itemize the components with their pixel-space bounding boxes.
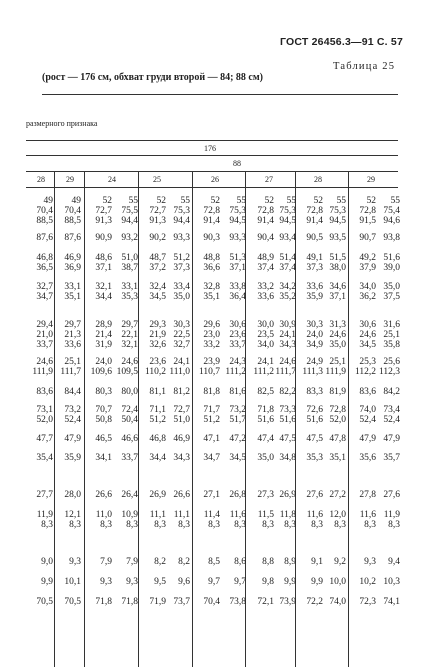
table-cell: 48,6 37,1 <box>95 253 112 273</box>
table-cell: 52 72,7 91,3 <box>149 196 166 226</box>
table-cell: 73,2 52,4 <box>64 405 81 425</box>
table-cell: 52 72,8 91,4 <box>257 196 274 226</box>
table-cell: 51,0 38,7 <box>121 253 138 273</box>
table-cell: 26,6 <box>173 490 190 500</box>
table-cell: 25,1 111,9 <box>325 357 346 377</box>
table-cell: 9,8 <box>262 577 274 587</box>
table-row <box>0 357 422 387</box>
table-cell: 33,4 35,0 <box>173 282 190 302</box>
col-header: 29 <box>66 175 74 184</box>
table-cell: 32,4 34,5 <box>149 282 166 302</box>
table-cell: 48,9 37,4 <box>257 253 274 273</box>
table-cell: 74,1 <box>383 597 400 607</box>
table-cell: 12,1 8,3 <box>64 510 81 530</box>
table-cell: 81,6 <box>229 387 246 397</box>
table-cell: 24,3 111,2 <box>225 357 246 377</box>
table-cell: 72,2 <box>306 597 323 607</box>
table-cell: 27,6 <box>383 490 400 500</box>
table-cell: 35,6 <box>359 453 376 463</box>
table-cell: 30,0 23,5 34,0 <box>257 320 274 350</box>
table-cell: 33,1 35,3 <box>121 282 138 302</box>
table-cell: 33,2 33,6 <box>257 282 274 302</box>
col-header: 25 <box>153 175 161 184</box>
table-cell: 90,5 <box>306 233 323 243</box>
table-cell: 73,4 52,4 <box>383 405 400 425</box>
table-cell: 34,2 35,2 <box>279 282 296 302</box>
table-cell: 11,1 8,3 <box>149 510 166 530</box>
table-cell: 46,8 36,5 <box>36 253 53 273</box>
table-cell: 24,9 111,3 <box>302 357 323 377</box>
table-cell: 9,9 <box>41 577 53 587</box>
table-cell: 34,0 36,2 <box>359 282 376 302</box>
table-cell: 82,2 <box>279 387 296 397</box>
table-cell: 28,0 <box>64 490 81 500</box>
table-cell: 34,7 <box>203 453 220 463</box>
table-cell: 87,6 <box>64 233 81 243</box>
table-row <box>0 196 422 226</box>
table-cell: 9,5 <box>154 577 166 587</box>
table-cell: 26,8 <box>229 490 246 500</box>
table-cell: 49 70,4 88,5 <box>36 196 53 226</box>
table-cell: 11,4 8,3 <box>203 510 220 530</box>
table-cell: 46,9 <box>173 434 190 444</box>
table-cell: 9,1 <box>311 557 323 567</box>
table-cell: 47,1 <box>203 434 220 444</box>
table-cell: 8,9 <box>284 557 296 567</box>
table-cell: 55 75,3 94,5 <box>229 196 246 226</box>
table-cell: 72,7 51,0 <box>173 405 190 425</box>
table-row <box>0 510 422 540</box>
table-cell: 25,6 112,3 <box>378 357 400 377</box>
table-cell: 47,9 <box>383 434 400 444</box>
table-cell: 71,8 <box>121 597 138 607</box>
table-cell: 71,8 <box>95 597 112 607</box>
standard-code: ГОСТ 26456.3—91 С. 57 <box>280 36 403 48</box>
table-cell: 29,7 21,3 33,6 <box>64 320 81 350</box>
table-cell: 84,4 <box>64 387 81 397</box>
table-cell: 9,7 <box>208 577 220 587</box>
table-cell: 10,1 <box>64 577 81 587</box>
table-cell: 47,5 <box>279 434 296 444</box>
table-cell: 32,8 35,1 <box>203 282 220 302</box>
col-header: 28 <box>314 175 322 184</box>
table-cell: 9,3 <box>100 577 112 587</box>
chest-label: 88 <box>233 159 241 168</box>
table-cell: 26,6 <box>95 490 112 500</box>
table-cell: 30,3 24,0 34,9 <box>306 320 323 350</box>
table-cell: 90,2 <box>149 233 166 243</box>
table-cell: 7,9 <box>126 557 138 567</box>
table-cell: 30,6 24,6 34,5 <box>359 320 376 350</box>
table-cell: 29,4 21,0 33,7 <box>36 320 53 350</box>
table-cell: 93,3 <box>229 233 246 243</box>
table-cell: 9,3 <box>364 557 376 567</box>
table-cell: 46,8 <box>149 434 166 444</box>
table-cell: 90,9 <box>95 233 112 243</box>
table-cell: 46,6 <box>121 434 138 444</box>
table-cell: 11,8 8,3 <box>279 510 296 530</box>
table-cell: 46,9 36,9 <box>64 253 81 273</box>
table-cell: 8,6 <box>234 557 246 567</box>
table-cell: 27,1 <box>203 490 220 500</box>
table-cell: 8,2 <box>178 557 190 567</box>
table-cell: 52 72,7 91,3 <box>95 196 112 226</box>
table-cell: 29,6 23,0 33,2 <box>203 320 220 350</box>
table-cell: 48,7 37,2 <box>149 253 166 273</box>
table-cell: 47,7 <box>36 434 53 444</box>
table-cell: 93,3 <box>173 233 190 243</box>
table-cell: 29,7 22,1 32,1 <box>121 320 138 350</box>
table-cell: 24,1 111,0 <box>169 357 190 377</box>
table-cell: 80,0 <box>121 387 138 397</box>
table-cell: 9,0 <box>41 557 53 567</box>
table-cell: 30,6 23,6 33,7 <box>229 320 246 350</box>
table-cell: 23,9 110,7 <box>198 357 220 377</box>
table-cell: 27,3 <box>257 490 274 500</box>
table-cell: 10,2 <box>359 577 376 587</box>
table-cell: 93,8 <box>383 233 400 243</box>
table-cell: 8,5 <box>208 557 220 567</box>
table-row <box>0 597 422 627</box>
table-cell: 27,8 <box>359 490 376 500</box>
table-cell: 73,8 <box>229 597 246 607</box>
table-cell: 11,6 8,3 <box>306 510 323 530</box>
height-label: 176 <box>204 144 216 153</box>
table-cell: 47,5 <box>306 434 323 444</box>
table-cell: 34,1 <box>95 453 112 463</box>
table-cell: 24,6 109,5 <box>116 357 138 377</box>
table-cell: 32,7 34,7 <box>36 282 53 302</box>
table-cell: 35,9 <box>64 453 81 463</box>
table-cell: 9,2 <box>334 557 346 567</box>
table-cell: 11,0 8,3 <box>95 510 112 530</box>
table-cell: 90,4 <box>257 233 274 243</box>
table-cell: 31,6 25,1 35,8 <box>383 320 400 350</box>
table-cell: 27,6 <box>306 490 323 500</box>
table-row <box>0 405 422 435</box>
table-cell: 34,5 <box>229 453 246 463</box>
table-cell: 35,1 <box>329 453 346 463</box>
col-header: 24 <box>108 175 116 184</box>
table-caption: (рост — 176 см, обхват груди второй — 84; 88 см) <box>42 72 263 83</box>
table-cell: 55 75,4 94,6 <box>383 196 400 226</box>
table-cell: 47,4 <box>257 434 274 444</box>
table-cell: 33,8 36,4 <box>229 282 246 302</box>
table-cell: 71,8 51,6 <box>257 405 274 425</box>
table-cell: 9,3 <box>69 557 81 567</box>
table-cell: 11,1 8,3 <box>173 510 190 530</box>
table-cell: 49,2 37,9 <box>359 253 376 273</box>
table-cell: 8,2 <box>154 557 166 567</box>
table-cell: 81,2 <box>173 387 190 397</box>
table-cell: 52 72,8 91,4 <box>306 196 323 226</box>
table-cell: 49,1 37,3 <box>306 253 323 273</box>
table-cell: 72,6 51,6 <box>306 405 323 425</box>
table-cell: 51,2 37,3 <box>173 253 190 273</box>
table-cell: 11,6 8,3 <box>359 510 376 530</box>
table-cell: 34,4 <box>149 453 166 463</box>
table-cell: 8,8 <box>262 557 274 567</box>
table-cell: 93,4 <box>279 233 296 243</box>
table-cell: 48,8 36,6 <box>203 253 220 273</box>
table-row <box>0 320 422 350</box>
table-cell: 72,4 50,4 <box>121 405 138 425</box>
table-cell: 32,1 34,4 <box>95 282 112 302</box>
table-cell: 34,6 37,1 <box>329 282 346 302</box>
table-cell: 83,3 <box>306 387 323 397</box>
table-cell: 33,6 35,9 <box>306 282 323 302</box>
table-cell: 28,9 21,4 31,9 <box>95 320 112 350</box>
table-cell: 81,8 <box>203 387 220 397</box>
table-cell: 52 72,8 91,4 <box>203 196 220 226</box>
table-cell: 70,7 50,8 <box>95 405 112 425</box>
table-cell: 55 75,3 94,5 <box>279 196 296 226</box>
table-row <box>0 253 422 283</box>
table-cell: 33,7 <box>121 453 138 463</box>
table-cell: 27,7 <box>36 490 53 500</box>
table-cell: 52 72,8 91,5 <box>359 196 376 226</box>
table-cell: 9,3 <box>126 577 138 587</box>
table-cell: 30,9 24,1 34,3 <box>279 320 296 350</box>
table-cell: 9,6 <box>178 577 190 587</box>
table-cell: 70,4 <box>203 597 220 607</box>
table-cell: 10,0 <box>329 577 346 587</box>
table-cell: 46,5 <box>95 434 112 444</box>
table-cell: 24,6 111,9 <box>32 357 53 377</box>
table-cell: 31,3 24,6 35,0 <box>329 320 346 350</box>
table-cell: 25,1 111,7 <box>60 357 81 377</box>
table-cell: 25,3 112,2 <box>354 357 376 377</box>
table-cell: 9,4 <box>388 557 400 567</box>
table-cell: 34,8 <box>279 453 296 463</box>
table-cell: 73,1 52,0 <box>36 405 53 425</box>
table-cell: 30,3 22,5 32,7 <box>173 320 190 350</box>
table-cell: 55 75,3 94,4 <box>173 196 190 226</box>
table-cell: 51,4 37,4 <box>279 253 296 273</box>
table-cell: 11,5 8,3 <box>257 510 274 530</box>
table-row <box>0 453 422 483</box>
table-cell: 82,5 <box>257 387 274 397</box>
table-cell: 71,7 51,2 <box>203 405 220 425</box>
table-cell: 73,2 51,7 <box>229 405 246 425</box>
table-cell: 12,0 8,3 <box>329 510 346 530</box>
col-header: 28 <box>37 175 45 184</box>
table-cell: 55 75,3 94,5 <box>329 196 346 226</box>
table-cell: 26,4 <box>121 490 138 500</box>
table-row <box>0 282 422 312</box>
table-cell: 74,0 52,4 <box>359 405 376 425</box>
table-cell: 73,3 51,6 <box>279 405 296 425</box>
table-cell: 11,6 8,3 <box>229 510 246 530</box>
table-cell: 35,4 <box>36 453 53 463</box>
table-cell: 90,3 <box>203 233 220 243</box>
table-cell: 49 70,4 88,5 <box>64 196 81 226</box>
table-cell: 51,3 37,1 <box>229 253 246 273</box>
table-cell: 47,9 <box>64 434 81 444</box>
table-number: Таблица 25 <box>333 61 396 72</box>
table-cell: 74,0 <box>329 597 346 607</box>
table-cell: 83,6 <box>36 387 53 397</box>
table-cell: 93,5 <box>329 233 346 243</box>
table-cell: 9,7 <box>234 577 246 587</box>
table-cell: 73,9 <box>279 597 296 607</box>
table-cell: 34,3 <box>173 453 190 463</box>
table-cell: 23,6 110,2 <box>144 357 166 377</box>
col-header: 29 <box>367 175 375 184</box>
table-cell: 90,7 <box>359 233 376 243</box>
table-cell: 24,0 109,6 <box>90 357 112 377</box>
col-header: 27 <box>265 175 273 184</box>
table-cell: 10,3 <box>383 577 400 587</box>
table-cell: 26,9 <box>279 490 296 500</box>
table-cell: 72,1 <box>257 597 274 607</box>
table-cell: 35,7 <box>383 453 400 463</box>
table-cell: 71,9 <box>149 597 166 607</box>
table-cell: 51,5 38,0 <box>329 253 346 273</box>
table-cell: 10,9 8,3 <box>121 510 138 530</box>
table-cell: 70,5 <box>64 597 81 607</box>
table-cell: 71,1 51,2 <box>149 405 166 425</box>
table-cell: 80,3 <box>95 387 112 397</box>
table-cell: 7,9 <box>100 557 112 567</box>
table-cell: 35,0 <box>257 453 274 463</box>
table-cell: 11,9 8,3 <box>36 510 53 530</box>
table-cell: 55 75,5 94,4 <box>121 196 138 226</box>
table-cell: 87,6 <box>36 233 53 243</box>
table-cell: 9,9 <box>284 577 296 587</box>
left-column-label: размерного признака <box>26 119 98 128</box>
table-cell: 84,2 <box>383 387 400 397</box>
table-cell: 35,3 <box>306 453 323 463</box>
table-cell: 47,2 <box>229 434 246 444</box>
table-cell: 72,8 52,0 <box>329 405 346 425</box>
table-cell: 26,9 <box>149 490 166 500</box>
table-cell: 24,1 111,2 <box>253 357 274 377</box>
table-cell: 81,9 <box>329 387 346 397</box>
table-cell: 35,0 37,5 <box>383 282 400 302</box>
table-cell: 70,5 <box>36 597 53 607</box>
table-cell: 93,2 <box>121 233 138 243</box>
table-cell: 51,6 39,0 <box>383 253 400 273</box>
table-cell: 33,1 35,1 <box>64 282 81 302</box>
table-cell: 11,9 8,3 <box>383 510 400 530</box>
table-cell: 27,2 <box>329 490 346 500</box>
table-cell: 47,8 <box>329 434 346 444</box>
table-cell: 72,3 <box>359 597 376 607</box>
table-cell: 47,9 <box>359 434 376 444</box>
table-cell: 24,6 111,7 <box>275 357 296 377</box>
col-header: 26 <box>211 175 219 184</box>
table-cell: 83,6 <box>359 387 376 397</box>
table-cell: 81,1 <box>149 387 166 397</box>
table-cell: 29,3 21,9 32,6 <box>149 320 166 350</box>
table-cell: 9,9 <box>311 577 323 587</box>
table-cell: 73,7 <box>173 597 190 607</box>
